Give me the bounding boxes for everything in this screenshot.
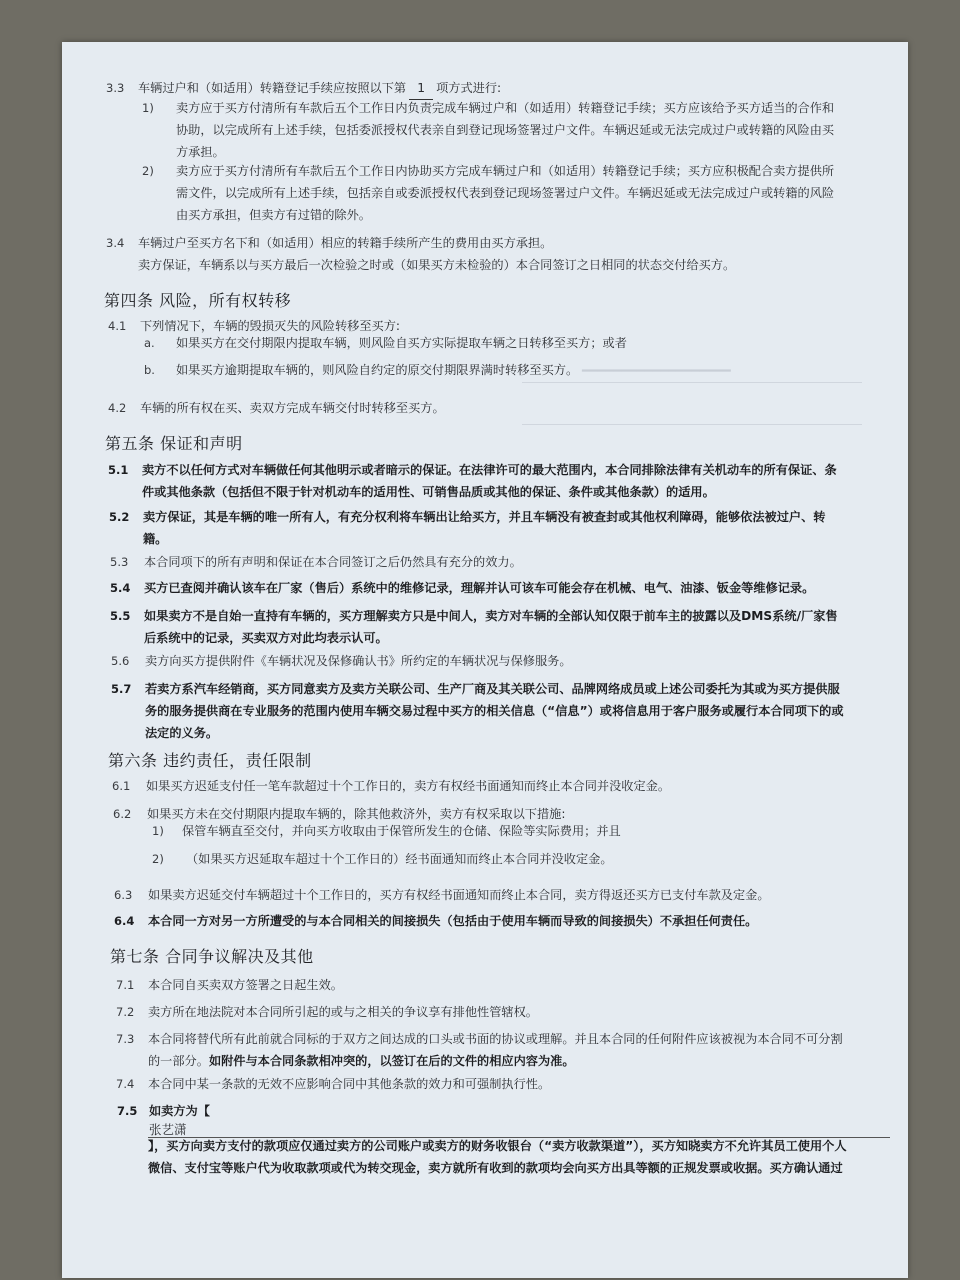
clause-text: 本合同一方对另一方所遭受的与本合同相关的间接损失（包括由于使用车辆而导致的间接损失）不承担任何责任。 — [148, 914, 758, 928]
article-6-heading: 第六条 违约责任，责任限制 — [108, 751, 312, 770]
clause-text: 本合同中某一条款的无效不应影响合同中其他条款的效力和可强制执行性。 — [148, 1077, 551, 1091]
clause-line: 需文件，以完成所有上述手续，包括亲自或委派授权代表到登记现场签署过户文件。车辆迟延或无法完成过户或转籍的风险 — [176, 186, 835, 200]
clause-text: 如果卖方迟延交付车辆超过十个工作日的，买方有权经书面通知而终止本合同，卖方得返还买方已支付车款及定金。 — [148, 888, 770, 902]
article-4-heading: 第四条 风险，所有权转移 — [104, 291, 292, 310]
clause-number: 7.5 — [117, 1104, 138, 1118]
sub-number: 1) — [152, 824, 164, 838]
show-through-text: ━━━━━━━━━━━━━━━━━━━ — [582, 364, 731, 379]
clause-line: 微信、支付宝等账户代为收取款项或代为转交现金，卖方就所有收到的款项均会向买方出具等额的正规发票或收据。买方确认通过 — [148, 1161, 843, 1175]
clause-line: 本合同将替代所有此前就合同标的于双方之间达成的口头或书面的协议或理解。并且本合同的任何附件应该被视为本合同不可分割 — [148, 1032, 843, 1046]
clause-number: 6.1 — [112, 779, 131, 793]
clause-number: 5.3 — [110, 555, 129, 569]
clause-text: 下列情况下，车辆的毁损灭失的风险转移至买方: — [140, 319, 401, 333]
clause-text: 车辆的所有权在买、卖双方完成车辆交付时转移至买方。 — [140, 401, 445, 415]
clause-text: 如果买方迟延支付任一笔车款超过十个工作日的，卖方有权经书面通知而终止本合同并没收定金。 — [146, 779, 671, 793]
clause-line: 由买方承担，但卖方有过错的除外。 — [176, 208, 371, 222]
sub-number: b. — [144, 363, 155, 377]
sub-number: 1) — [142, 101, 154, 115]
clause-text: 保管车辆直至交付，并向买方收取由于保管所发生的仓储、保险等实际费用；并且 — [182, 824, 621, 838]
article-7-heading: 第七条 合同争议解决及其他 — [110, 947, 314, 966]
clause-number: 6.2 — [113, 807, 132, 821]
clause-number: 4.1 — [108, 319, 127, 333]
clause-line: 协助，以完成所有上述手续，包括委派授权代表亲自到登记现场签署过户文件。车辆迟延或无法完成过户或转籍的风险由买 — [176, 123, 835, 137]
clause-text: （如果买方迟延取车超过十个工作日的）经书面通知而终止本合同并没收定金。 — [186, 852, 613, 866]
clause-number: 5.6 — [111, 654, 130, 668]
clause-text: 卖方向买方提供附件《车辆状况及保修确认书》所约定的车辆状况与保修服务。 — [145, 654, 572, 668]
clause-text: 如果买方在交付期限内提取车辆，则风险自买方实际提取车辆之日转移至买方；或者 — [176, 336, 627, 350]
sub-number: 2) — [152, 852, 164, 866]
clause-7-5-body — [148, 1135, 847, 1179]
clause-number: 4.2 — [108, 401, 127, 415]
clause-line: 件或其他条款（包括但不限于针对机动车的适用性、可销售品质或其他的保证、条件或其他条款）的适用。 — [142, 485, 715, 499]
clause-number: 7.4 — [116, 1077, 135, 1091]
clause-line: 车辆过户至买方名下和（如适用）相应的转籍手续所产生的费用由买方承担。 — [138, 236, 553, 250]
clause-text: 如果买方未在交付期限内提取车辆的，除其他救济外，卖方有权采取以下措施: — [147, 807, 566, 821]
clause-number: 5.4 — [110, 581, 131, 595]
clause-line: 方承担。 — [176, 145, 225, 159]
clause-line: 卖方不以任何方式对车辆做任何其他明示或者暗示的保证。在法律许可的最大范围内，本合同排除法律有关机动车的所有保证、条 — [142, 463, 837, 477]
show-through-line — [522, 424, 862, 425]
clause-line: 的一部分。 — [148, 1054, 209, 1068]
clause-number: 6.4 — [114, 914, 135, 928]
clause-number: 7.3 — [116, 1032, 135, 1046]
clause-number: 5.2 — [109, 510, 130, 524]
clause-line: 卖方应于买方付清所有车款后五个工作日内负责完成车辆过户和（如适用）转籍登记手续；买方应该给予买方适当的合作和 — [176, 101, 835, 115]
clause-line: 籍。 — [143, 532, 168, 546]
sub-number: 2) — [142, 164, 154, 178]
show-through-line — [522, 382, 862, 383]
clause-number: 7.1 — [116, 978, 135, 992]
clause-line: 若卖方系汽车经销商，买方同意卖方及卖方关联公司、生产厂商及其关联公司、品牌网络成员或上述公司委托为其或为买方提供服 — [145, 682, 840, 696]
clause-text: 车辆过户和（如适用）转籍登记手续应按照以下第 — [138, 81, 407, 95]
clause-line: 卖方应于买方付清所有车款后五个工作日内协助买方完成车辆过户和（如适用）转籍登记手续；买方应积极配合卖方提供所 — [176, 164, 835, 178]
clause-line: 卖方保证，车辆系以与买方最后一次检验之时或（如果买方未检验的）本合同签订之日相同的状态交付给买方。 — [138, 258, 736, 272]
clause-number: 5.5 — [110, 609, 131, 623]
clause-number: 3.3 — [106, 81, 125, 95]
seller-name: 张艺潇 — [149, 1122, 187, 1137]
clause-line: 】，买方向卖方支付的款项应仅通过卖方的公司账户或卖方的财务收银台（“卖方收款渠道”），买方知晓卖方不允许其员工使用个人 — [148, 1139, 847, 1153]
clause-text: 本合同项下的所有声明和保证在本合同签订之后仍然具有充分的效力。 — [144, 555, 522, 569]
clause-number: 6.3 — [114, 888, 133, 902]
clause-line: 务的服务提供商在专业服务的范围内使用车辆交易过程中买方的相关信息（“信息”）或将信息用于客户服务或履行本合同项下的或 — [145, 704, 844, 718]
seller-label: 如卖方为【 — [149, 1104, 210, 1118]
clause-number: 5.7 — [111, 682, 132, 696]
clause-line: 后系统中的记录，买卖双方对此均表示认可。 — [144, 631, 388, 645]
clause-line: 卖方保证，其是车辆的唯一所有人，有充分权利将车辆出让给买方，并且车辆没有被查封或其他权利障碍，能够依法被过户、转 — [143, 510, 826, 524]
clause-line: 如果卖方不是自始一直持有车辆的，买方理解卖方只是中间人，卖方对车辆的全部认知仅限于前车主的披露以及DMS系统/厂家售 — [144, 609, 838, 623]
clause-line-bold: 如附件与本合同条款相冲突的，以签订在后的文件的相应内容为准。 — [208, 1054, 575, 1068]
article-5-heading: 第五条 保证和声明 — [105, 434, 243, 453]
option-number-field: 1 — [409, 77, 433, 100]
clause-number: 5.1 — [108, 463, 129, 477]
clause-text: 项方式进行: — [436, 81, 502, 95]
clause-text: 卖方所在地法院对本合同所引起的或与之相关的争议享有排他性管辖权。 — [148, 1005, 538, 1019]
clause-number: 3.4 — [106, 236, 125, 250]
clause-text: 如果买方逾期提取车辆的，则风险自约定的原交付期限界满时转移至买方。 — [176, 363, 579, 377]
clause-number: 7.2 — [116, 1005, 135, 1019]
clause-line: 法定的义务。 — [145, 726, 219, 740]
clause-text: 买方已查阅并确认该车在厂家（售后）系统中的维修记录，理解并认可该车可能会存在机械、电气、油漆、钣金等维修记录。 — [144, 581, 815, 595]
contract-page — [62, 42, 908, 1278]
sub-number: a. — [144, 336, 155, 350]
clause-text: 本合同自买卖双方签署之日起生效。 — [148, 978, 343, 992]
